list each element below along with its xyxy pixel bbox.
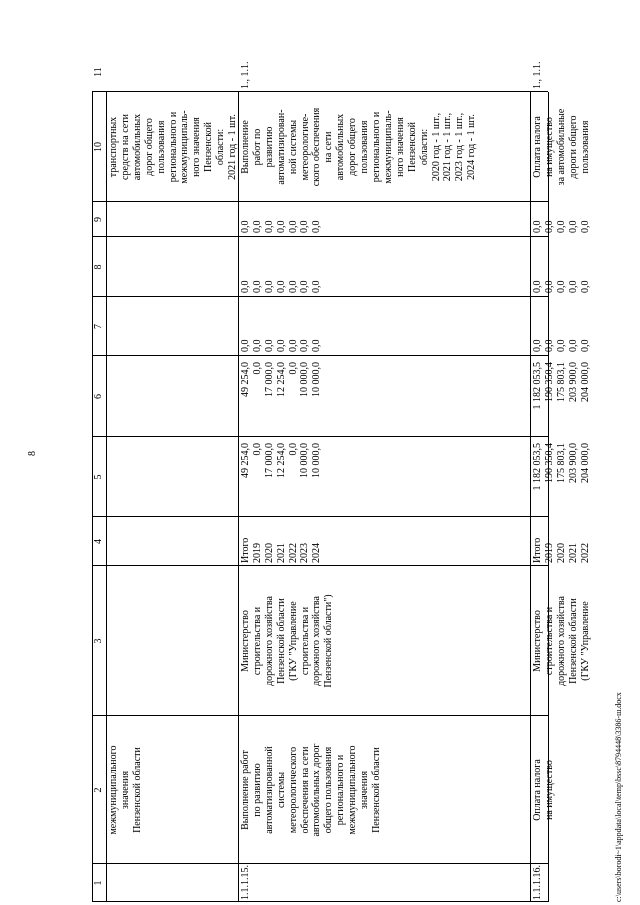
amount-cell: 0,0 <box>287 280 299 293</box>
amount-cell: 0,0 <box>532 220 543 233</box>
col-num-4: 4 <box>93 539 104 544</box>
regional-funding-list <box>240 362 323 437</box>
amount-cell: 0,0 <box>263 339 275 352</box>
col-num-10: 10 <box>93 142 104 152</box>
footer-file-path: c:\users\borodi~1\appdata\local\temp\bssc\8794448\3386-ш.docx <box>614 692 623 902</box>
amount-cell: 0,0 <box>251 280 263 293</box>
col-num-11: 11 <box>93 67 104 77</box>
col-num-1: 1 <box>93 880 104 886</box>
amount-cell: 0,0 <box>275 339 287 352</box>
amount-cell: 12 254,0 <box>275 443 287 478</box>
amount-cell: 203 900,0 <box>567 443 579 483</box>
amount-cell: 0,0 <box>275 280 287 293</box>
amount-cell: 0,0 <box>299 280 311 293</box>
amount-cell: 0,0 <box>555 220 567 233</box>
amount-cell: 0,0 <box>555 339 567 352</box>
amount-cell: 10 000,0 <box>299 443 311 478</box>
amount-cell: 10 000,0 <box>299 362 311 397</box>
amount-cell: 204 000,0 <box>579 362 591 402</box>
amount-cell: 0,0 <box>311 339 323 352</box>
col8-list <box>532 239 591 293</box>
amount-cell: 12 254,0 <box>275 362 287 397</box>
amount-cell: 0,0 <box>240 220 251 233</box>
col-num-8: 8 <box>93 264 104 270</box>
amount-cell: 0,0 <box>311 280 323 293</box>
page-number: 8 <box>27 451 38 456</box>
amount-cell: 190 350,4 <box>543 443 555 483</box>
activity-name: Выполнение работ по развитию автоматизированной системы метеорологического обеспечения на сети автомобильных дорог общего пользования регионального и межмуниципального значения Пензенской области <box>240 743 382 837</box>
amount-cell: 0,0 <box>311 220 323 233</box>
activity-name: Оплата налога на имущество <box>532 759 555 821</box>
amount-cell: 0,0 <box>240 280 251 293</box>
amount-cell: 0,0 <box>579 339 591 352</box>
row-number: 1.1.1.15. <box>240 865 251 900</box>
row-number: 1.1.1.16. <box>532 865 543 900</box>
amount-cell: 203 900,0 <box>567 362 579 402</box>
total-funding-list <box>240 443 323 517</box>
amount-cell: 0,0 <box>287 220 299 233</box>
amount-cell: 0,0 <box>251 220 263 233</box>
amount-cell: 0,0 <box>567 220 579 233</box>
year-cell: 2022 <box>287 543 299 563</box>
col9-list <box>240 203 323 233</box>
amount-cell: 190 350,4 <box>543 362 555 402</box>
amount-cell: 0,0 <box>299 339 311 352</box>
expected-result: Выполнение работ по развитию автоматизирован- ной системы метеорологиче- ского обеспечения на сети автомобильных дорог общего пользования регионального и межмуниципаль- ного значения Пензенской области: 2020 год - 1 шт., 2021 год - 1 шт., 2023 год - 1 шт., 2024 год - 1 шт. <box>240 107 478 187</box>
year-cell: 2022 <box>579 543 591 563</box>
col9-list <box>532 203 591 233</box>
col8-list <box>240 239 323 293</box>
amount-cell: 0,0 <box>287 443 299 456</box>
amount-cell: 49 254,0 <box>240 362 251 397</box>
amount-cell: 0,0 <box>543 220 555 233</box>
amount-cell: 0,0 <box>532 280 543 293</box>
amount-cell: 10 000,0 <box>311 443 323 478</box>
amount-cell: 0,0 <box>287 362 299 375</box>
amount-cell: 0,0 <box>579 220 591 233</box>
amount-cell: 0,0 <box>251 443 263 456</box>
amount-cell: 0,0 <box>532 339 543 352</box>
col7-list <box>240 299 323 352</box>
amount-cell: 0,0 <box>579 280 591 293</box>
amount-cell: 175 803,1 <box>555 362 567 402</box>
year-cell: 2020 <box>555 543 567 563</box>
executor: Министерство строительства и дорожного хозяйства Пензенской области (ГКУ "Управление строительства и дорожного хозяйства Пензенской области") <box>240 594 335 688</box>
col-num-5: 5 <box>93 474 104 480</box>
amount-cell: 1 182 053,5 <box>532 362 543 410</box>
col-num-3: 3 <box>93 638 104 644</box>
amount-cell: 10 000,0 <box>311 362 323 397</box>
year-cell: 2019 <box>543 543 555 563</box>
amount-cell: 0,0 <box>567 339 579 352</box>
col-num-2: 2 <box>93 787 104 793</box>
amount-cell: 0,0 <box>240 339 251 352</box>
year-cell: 2019 <box>251 543 263 563</box>
col7-list <box>532 299 591 352</box>
amount-cell: 0,0 <box>567 280 579 293</box>
amount-cell: 1 182 053,5 <box>532 443 543 491</box>
year-list <box>532 519 591 563</box>
amount-cell: 204 000,0 <box>579 443 591 483</box>
total-funding-list <box>532 443 591 517</box>
indicator-link: 1., 1.1. <box>532 61 543 89</box>
year-cell: Итого <box>532 537 543 563</box>
year-cell: Итого <box>240 537 251 563</box>
amount-cell: 17 000,0 <box>263 443 275 478</box>
indicator-link: 1., 1.1. <box>240 61 251 89</box>
year-list <box>240 519 323 563</box>
year-cell: 2021 <box>275 543 287 563</box>
amount-cell: 0,0 <box>263 280 275 293</box>
amount-cell: 0,0 <box>251 339 263 352</box>
amount-cell: 0,0 <box>275 220 287 233</box>
amount-cell: 0,0 <box>251 362 263 375</box>
prev-row-name-cont: межмуниципального значения Пензенской области <box>108 745 143 835</box>
year-cell: 2023 <box>299 543 311 563</box>
prev-row-result-cont: транспортных средств на сети автомобильных дорог общего пользования регионального и межмуниципаль- ного значения Пензенской области: 2021 год - 1 шт. <box>108 110 239 184</box>
col-num-7: 7 <box>93 324 104 329</box>
regional-funding-list <box>532 362 591 437</box>
amount-cell: 0,0 <box>543 339 555 352</box>
amount-cell: 0,0 <box>543 280 555 293</box>
col-num-9: 9 <box>93 217 104 222</box>
col-num-6: 6 <box>93 394 104 399</box>
amount-cell: 17 000,0 <box>263 362 275 397</box>
amount-cell: 49 254,0 <box>240 443 251 478</box>
amount-cell: 0,0 <box>555 280 567 293</box>
amount-cell: 0,0 <box>287 339 299 352</box>
expected-result: Оплата налога на имущество за автомобильные дороги общего пользования <box>532 108 591 186</box>
year-cell: 2020 <box>263 543 275 563</box>
year-cell: 2021 <box>567 543 579 563</box>
amount-cell: 0,0 <box>263 220 275 233</box>
amount-cell: 175 803,1 <box>555 443 567 483</box>
year-cell: 2024 <box>311 543 323 563</box>
amount-cell: 0,0 <box>299 220 311 233</box>
executor: Министерство строительства и дорожного хозяйства Пензенской области (ГКУ "Управление <box>532 596 591 686</box>
